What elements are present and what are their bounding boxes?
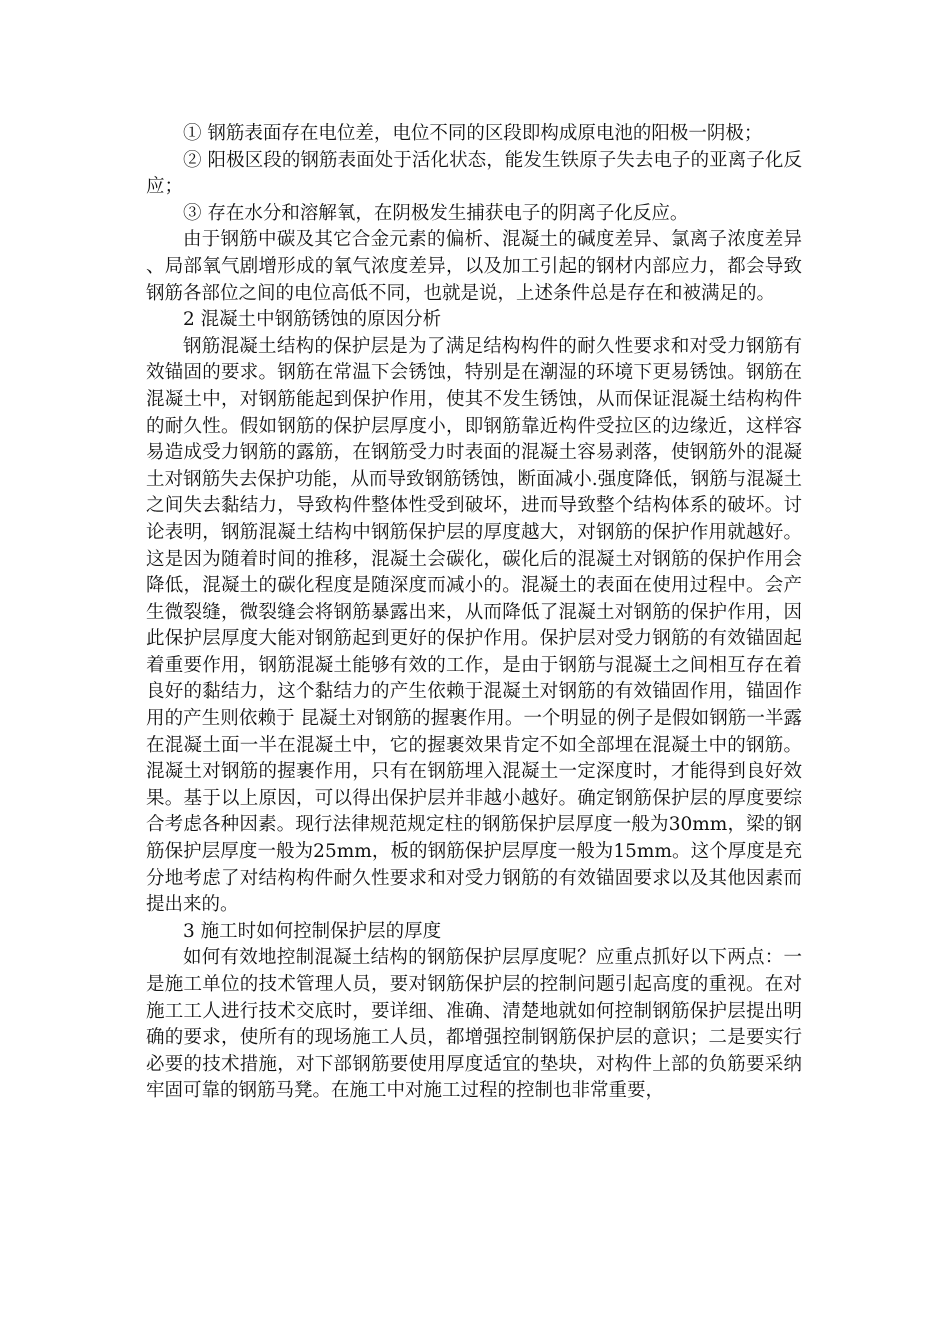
paragraph-cover-analysis: 钢筋混凝土结构的保护层是为了满足结构构件的耐久性要求和对受力钢筋有效锚固的要求。钢筋在常温下会锈蚀，特别是在潮湿的环境下更易锈蚀。钢筋在混凝土中，对钢筋能起到保护作用，使其不发生锈蚀，从而保证混凝土结构构件的耐久性。假如钢筋的保护层厚度小，即钢筋靠近构件受拉区的边缘近，这样容易造成受力钢筋的露筋，在钢筋受力时表面的混凝土容易剥落，使钢筋外的混凝土对钢筋失去保护功能，从而导致钢筋锈蚀，断面减小.强度降低，钢筋与混凝土之间失去黏结力，导致构件整体性受到破坏，进而导致整个结构体系的破坏。讨论表明，钢筋混凝土结构中钢筋保护层的厚度越大，对钢筋的保护作用就越好。这是因为随着时间的推移，混凝土会碳化，碳化后的混凝土对钢筋的保护作用会降低，混凝土的碳化程度是随深度而减小的。混凝土的表面在使用过程中。会产生微裂缝，微裂缝会将钢筋暴露出来，从而降低了混凝土对钢筋的保护作用，因此保护层厚度大能对钢筋起到更好的保护作用。保护层对受力钢筋的有效锚固起着重要作用，钢筋混凝土能够有效的工作，是由于钢筋与混凝土之间相互存在着良好的黏结力，这个黏结力的产生依赖于混凝土对钢筋的有效锚固作用，锚固作用的产生则依赖于 昆凝土对钢筋的握裹作用。一个明显的例子是假如钢筋一半露在混凝土面一半在混凝土中，它的握裹效果肯定不如全部埋在混凝土中的钢筋。混凝土对钢筋的握裹作用，只有在钢筋埋入混凝土一定深度时，才能得到良好效果。基于以上原因，可以得出保护层并非越小越好。确定钢筋保护层的厚度要综合考虑各种因素。现行法律规范规定柱的钢筋保护层厚度一般为30mm，梁的钢筋保护层厚度一般为25mm，板的钢筋保护层厚度一般为15mm。这个厚度是充分地考虑了对结构构件耐久性要求和对受力钢筋的有效锚固要求以及其他因素而提出来的。 (146, 335, 802, 916)
paragraph-cover-control: 如何有效地控制混凝土结构的钢筋保护层厚度呢？应重点抓好以下两点：一是施工单位的技术管理人员，要对钢筋保护层的控制问题引起高度的重视。在对施工工人进行技术交底时，要详细、准确、清楚地就如何控制钢筋保护层提出明确的要求，使所有的现场施工人员，都增强控制钢筋保护层的意识；二是要实行必要的技术措施，对下部钢筋要使用厚度适宜的垫块，对构件上部的负筋要采纳牢固可靠的钢筋马凳。在施工中对施工过程的控制也非常重要， (146, 947, 802, 1102)
section-heading-2: 2 混凝土中钢筋锈蚀的原因分析 (183, 309, 442, 331)
list-item-anode-cathode: ① 钢筋表面存在电位差，电位不同的区段即构成原电池的阳极一阴极； (183, 123, 763, 144)
section-heading-3: 3 施工时如何控制保护层的厚度 (183, 920, 442, 942)
list-item-anode-activation: ② 阳极区段的钢筋表面处于活化状态，能发生铁原子失去电子的亚离子化反应； (146, 149, 802, 198)
list-item-oxygen: ③ 存在水分和溶解氧，在阴极发生捕获电子的阴离子化反应。 (183, 202, 689, 224)
paragraph-potential-difference: 由于钢筋中碳及其它合金元素的偏析、混凝土的碱度差异、氯离子浓度差异、局部氧气剧增形成的氧气浓度差异，以及加工引起的钢材内部应力，都会导致钢筋各部位之间的电位高低不同，也就是说，上述条件总是存在和被满足的。 (146, 229, 802, 304)
document-page (146, 121, 802, 1105)
